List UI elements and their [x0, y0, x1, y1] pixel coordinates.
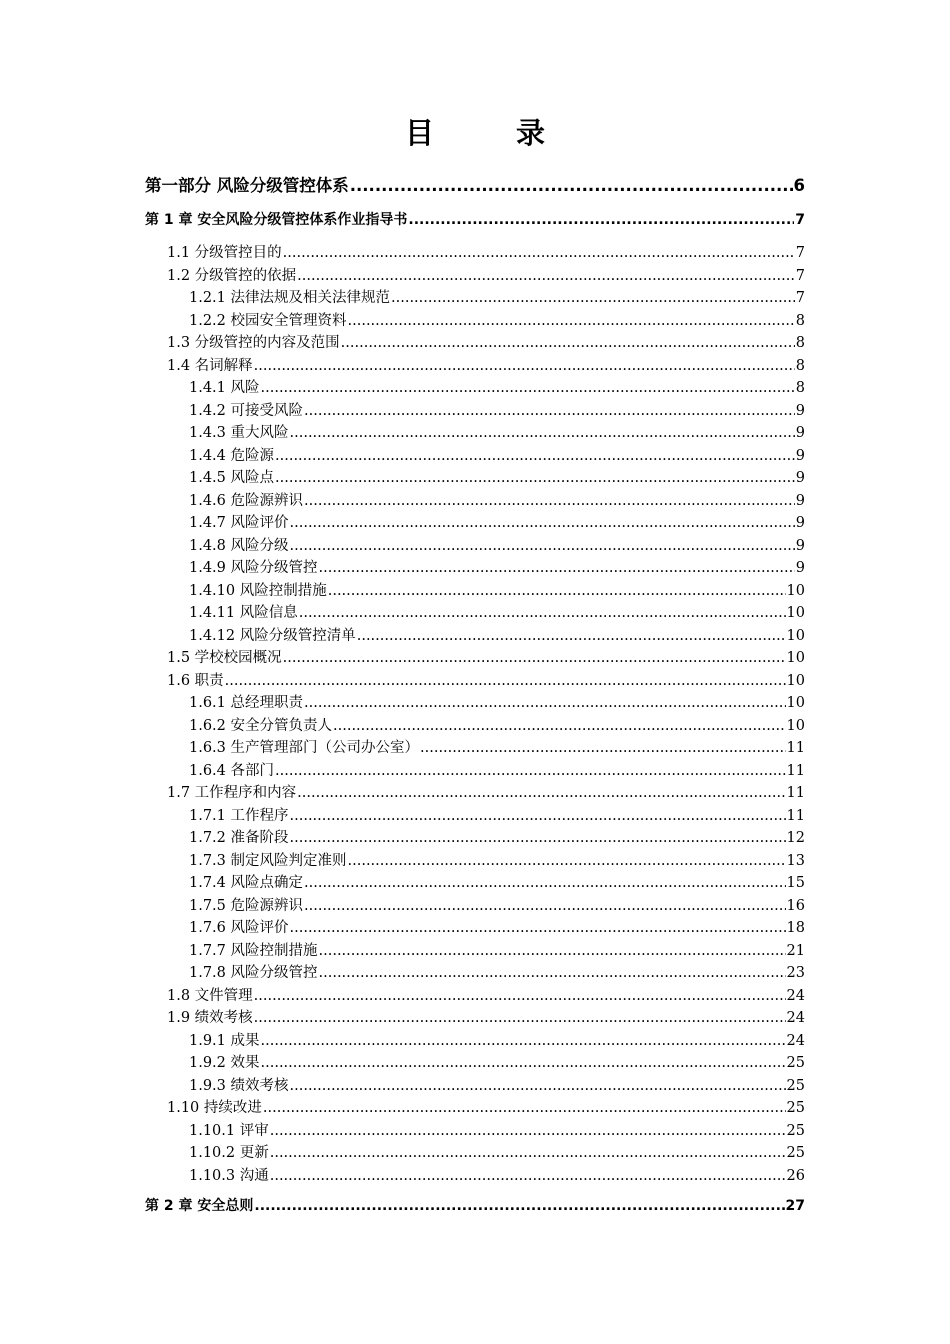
toc-entry[interactable] — [189, 1053, 805, 1073]
toc-dot-leader — [391, 288, 795, 308]
toc-entry-page: 15 — [786, 875, 805, 891]
toc-dot-leader — [304, 693, 786, 713]
toc-entry-page: 10 — [786, 717, 805, 734]
toc-entry-page: 8 — [795, 380, 805, 396]
toc-entry-page: 11 — [786, 807, 805, 824]
toc-entry-page: 9 — [795, 515, 805, 531]
toc-entry-page: 24 — [786, 1010, 805, 1026]
toc-entry-page: 13 — [786, 852, 805, 869]
toc-entry-page: 10 — [786, 605, 805, 621]
toc-entry[interactable] — [167, 671, 805, 691]
toc-dot-leader — [319, 558, 795, 578]
toc-entry-label: 1.6.3 生产管理部门（公司办公室） — [189, 740, 420, 756]
toc-entry-page: 21 — [786, 942, 805, 959]
toc-dot-leader — [275, 446, 795, 466]
toc-entry[interactable] — [167, 1008, 805, 1028]
toc-dot-leader — [254, 986, 786, 1006]
toc-entry[interactable] — [189, 896, 805, 916]
toc-dot-leader — [283, 243, 795, 263]
toc-entry-label: 1.9 绩效考核 — [167, 1010, 253, 1026]
toc-entry[interactable] — [167, 1098, 805, 1118]
toc-entry[interactable] — [167, 783, 805, 803]
toc-entry-label: 1.7 工作程序和内容 — [167, 785, 297, 801]
toc-entry[interactable] — [189, 716, 805, 736]
toc-entry-label: 1.9.2 效果 — [189, 1055, 260, 1071]
toc-entry[interactable] — [167, 648, 805, 668]
toc-entry-label: 1.6.1 总经理职责 — [189, 695, 304, 711]
toc-entry-label: 1.2.2 校园安全管理资料 — [189, 312, 347, 329]
toc-entry-label: 1.1 分级管控目的 — [167, 245, 282, 261]
toc-dot-leader — [254, 1008, 786, 1028]
toc-dot-leader — [299, 603, 786, 623]
toc-entry-page: 7 — [795, 245, 805, 261]
toc-entry-page: 25 — [786, 1100, 805, 1116]
toc-entry-page: 25 — [786, 1077, 805, 1094]
toc-entry-label: 1.2.1 法律法规及相关法律规范 — [189, 290, 391, 306]
toc-entry-label: 1.10.1 评审 — [189, 1122, 269, 1139]
toc-entry[interactable] — [189, 468, 805, 488]
toc-dot-leader — [290, 536, 795, 556]
toc-entry[interactable] — [189, 378, 805, 398]
toc-dot-leader — [304, 873, 786, 893]
toc-dot-leader — [225, 671, 786, 691]
toc-entry[interactable] — [145, 210, 805, 230]
toc-entry-label: 第一部分 风险分级管控体系 — [145, 176, 349, 195]
toc-entry-label: 1.7.1 工作程序 — [189, 807, 289, 824]
toc-entry-label: 1.4.11 风险信息 — [189, 605, 298, 621]
toc-entry-page: 8 — [795, 335, 805, 351]
toc-dot-leader — [290, 423, 795, 443]
toc-entry-label: 1.7.6 风险评价 — [189, 920, 289, 936]
toc-entry-label: 1.4.12 风险分级管控清单 — [189, 627, 356, 644]
toc-entry[interactable] — [189, 536, 805, 556]
toc-entry[interactable] — [167, 243, 805, 263]
toc-dot-leader — [319, 963, 786, 983]
toc-entry[interactable] — [167, 266, 805, 286]
toc-entry-page: 10 — [786, 672, 805, 689]
toc-entry-label: 1.3 分级管控的内容及范围 — [167, 335, 340, 351]
toc-entry-page: 24 — [786, 987, 805, 1004]
toc-dot-leader — [275, 468, 795, 488]
toc-dot-leader — [290, 918, 786, 938]
toc-entry-page: 7 — [795, 212, 805, 228]
toc-entry-page: 12 — [786, 830, 805, 846]
toc-entry-label: 1.4.2 可接受风险 — [189, 402, 304, 419]
toc-dot-leader — [290, 828, 786, 848]
toc-entry[interactable] — [189, 918, 805, 938]
toc-entry[interactable] — [189, 581, 805, 601]
toc-dot-leader — [290, 513, 795, 533]
toc-dot-leader — [328, 581, 786, 601]
toc-entry-label: 第 1 章 安全风险分级管控体系作业指导书 — [145, 212, 408, 228]
toc-entry[interactable] — [167, 356, 805, 376]
toc-entry-label: 1.4.1 风险 — [189, 380, 260, 396]
toc-entry-label: 1.7.7 风险控制措施 — [189, 942, 318, 959]
toc-entry-label: 1.10.3 沟通 — [189, 1167, 269, 1184]
toc-entry-page: 9 — [795, 402, 805, 419]
toc-entry-label: 1.7.8 风险分级管控 — [189, 965, 318, 981]
toc-entry-label: 1.4 名词解释 — [167, 357, 253, 374]
toc-entry-label: 1.2 分级管控的依据 — [167, 267, 297, 284]
toc-entry-label: 1.7.4 风险点确定 — [189, 875, 304, 891]
toc-dot-leader — [270, 1166, 786, 1186]
toc-dot-leader — [270, 1121, 786, 1141]
toc-entry-page: 7 — [795, 290, 805, 306]
toc-entry-page: 7 — [795, 267, 805, 284]
toc-dot-leader — [341, 333, 795, 353]
toc-entry-page: 9 — [795, 425, 805, 441]
toc-entry[interactable] — [189, 401, 805, 421]
toc-entry[interactable] — [189, 761, 805, 781]
toc-dot-leader — [263, 1098, 786, 1118]
toc-entry-page: 10 — [786, 627, 805, 644]
toc-dot-leader — [261, 378, 795, 398]
toc-dot-leader — [283, 648, 786, 668]
toc-entry[interactable] — [145, 175, 805, 197]
toc-entry-label: 1.6.4 各部门 — [189, 762, 275, 779]
toc-entry-label: 1.10.2 更新 — [189, 1145, 269, 1161]
toc-entry-label: 1.6 职责 — [167, 672, 224, 689]
toc-entry[interactable] — [189, 738, 805, 758]
toc-entry[interactable] — [189, 513, 805, 533]
toc-entry-label: 1.4.6 危险源辨识 — [189, 492, 304, 509]
toc-entry[interactable] — [189, 828, 805, 848]
toc-entry-label: 1.7.5 危险源辨识 — [189, 897, 304, 914]
toc-entry-page: 11 — [786, 740, 805, 756]
toc-entry-label: 1.5 学校校园概况 — [167, 650, 282, 666]
toc-entry-page: 9 — [795, 560, 805, 576]
toc-entry-page: 9 — [795, 470, 805, 486]
toc-entry[interactable] — [189, 423, 805, 443]
toc-entry-label: 1.9.3 绩效考核 — [189, 1077, 289, 1094]
toc-dot-leader — [254, 1196, 784, 1216]
toc-entry-label: 1.4.5 风险点 — [189, 470, 275, 486]
toc-entry-page: 23 — [786, 965, 805, 981]
toc-entry-page: 25 — [786, 1122, 805, 1139]
toc-entry[interactable] — [189, 288, 805, 308]
toc-entry-page: 8 — [795, 357, 805, 374]
toc-entry[interactable] — [189, 311, 805, 331]
toc-entry[interactable] — [189, 806, 805, 826]
toc-dot-leader — [275, 761, 786, 781]
toc-dot-leader — [304, 491, 795, 511]
toc-entry[interactable] — [167, 986, 805, 1006]
toc-entry-page: 9 — [795, 492, 805, 509]
toc-dot-leader — [290, 806, 786, 826]
toc-entry-label: 1.7.2 准备阶段 — [189, 830, 289, 846]
toc-entry[interactable] — [167, 333, 805, 353]
toc-entry-label: 1.4.9 风险分级管控 — [189, 560, 318, 576]
toc-entry-label: 1.7.3 制定风险判定准则 — [189, 852, 347, 869]
toc-entry[interactable] — [189, 1143, 805, 1163]
toc-entry-page: 18 — [786, 920, 805, 936]
toc-dot-leader — [348, 851, 786, 871]
toc-entry-label: 1.4.3 重大风险 — [189, 425, 289, 441]
toc-entry[interactable] — [189, 1121, 805, 1141]
toc-entry-page: 16 — [786, 897, 805, 914]
toc-dot-leader — [304, 401, 795, 421]
toc-entry-page: 24 — [786, 1032, 805, 1049]
toc-entry-page: 6 — [793, 176, 805, 195]
toc-entry[interactable] — [189, 558, 805, 578]
toc-entry-label: 1.4.7 风险评价 — [189, 515, 289, 531]
toc-entry-page: 10 — [786, 650, 805, 666]
toc-entry-label: 1.9.1 成果 — [189, 1032, 260, 1049]
toc-dot-leader — [420, 738, 786, 758]
toc-entry[interactable] — [189, 1076, 805, 1096]
toc-entry-label: 1.4.8 风险分级 — [189, 537, 289, 554]
toc-entry[interactable] — [189, 1166, 805, 1186]
toc-entry-label: 1.4.4 危险源 — [189, 447, 275, 464]
toc-entry-label: 1.6.2 安全分管负责人 — [189, 717, 333, 734]
toc-entry[interactable] — [189, 873, 805, 893]
toc-dot-leader — [319, 941, 786, 961]
toc-entry-page: 25 — [786, 1055, 805, 1071]
toc-entry-page: 11 — [786, 762, 805, 779]
toc-dot-leader — [333, 716, 786, 736]
toc-entry-page: 10 — [786, 695, 805, 711]
toc-entry-label: 第 2 章 安全总则 — [145, 1198, 254, 1214]
toc-entry-page: 25 — [786, 1145, 805, 1161]
toc-entry-page: 9 — [795, 537, 805, 554]
toc-dot-leader — [290, 1076, 786, 1096]
toc-entry-label: 1.4.10 风险控制措施 — [189, 582, 327, 599]
toc-entry-page: 10 — [786, 582, 805, 599]
toc-entry-page: 27 — [785, 1198, 805, 1214]
toc-entry[interactable] — [189, 963, 805, 983]
toc-entry[interactable] — [189, 491, 805, 511]
toc-entry[interactable] — [189, 1031, 805, 1051]
toc-title: 目 录 — [404, 116, 582, 150]
toc-dot-leader — [304, 896, 786, 916]
toc-entry-page: 8 — [795, 312, 805, 329]
toc-entry[interactable] — [145, 1196, 805, 1216]
toc-entry-page: 11 — [786, 785, 805, 801]
toc-dot-leader — [261, 1031, 786, 1051]
toc-dot-leader — [348, 311, 795, 331]
toc-entry[interactable] — [189, 626, 805, 646]
toc-entry[interactable] — [189, 941, 805, 961]
toc-entry[interactable] — [189, 446, 805, 466]
toc-entry-label: 1.8 文件管理 — [167, 987, 253, 1004]
toc-dot-leader — [357, 626, 786, 646]
toc-entry[interactable] — [189, 851, 805, 871]
toc-dot-leader — [297, 266, 795, 286]
toc-dot-leader — [297, 783, 785, 803]
toc-entry[interactable] — [189, 603, 805, 623]
toc-dot-leader — [350, 175, 793, 197]
toc-entry-label: 1.10 持续改进 — [167, 1100, 262, 1116]
toc-dot-leader — [408, 210, 794, 230]
toc-dot-leader — [254, 356, 795, 376]
toc-entry[interactable] — [189, 693, 805, 713]
toc-entry-page: 9 — [795, 447, 805, 464]
toc-dot-leader — [261, 1053, 786, 1073]
toc-entry-page: 26 — [786, 1167, 805, 1184]
toc-dot-leader — [270, 1143, 786, 1163]
